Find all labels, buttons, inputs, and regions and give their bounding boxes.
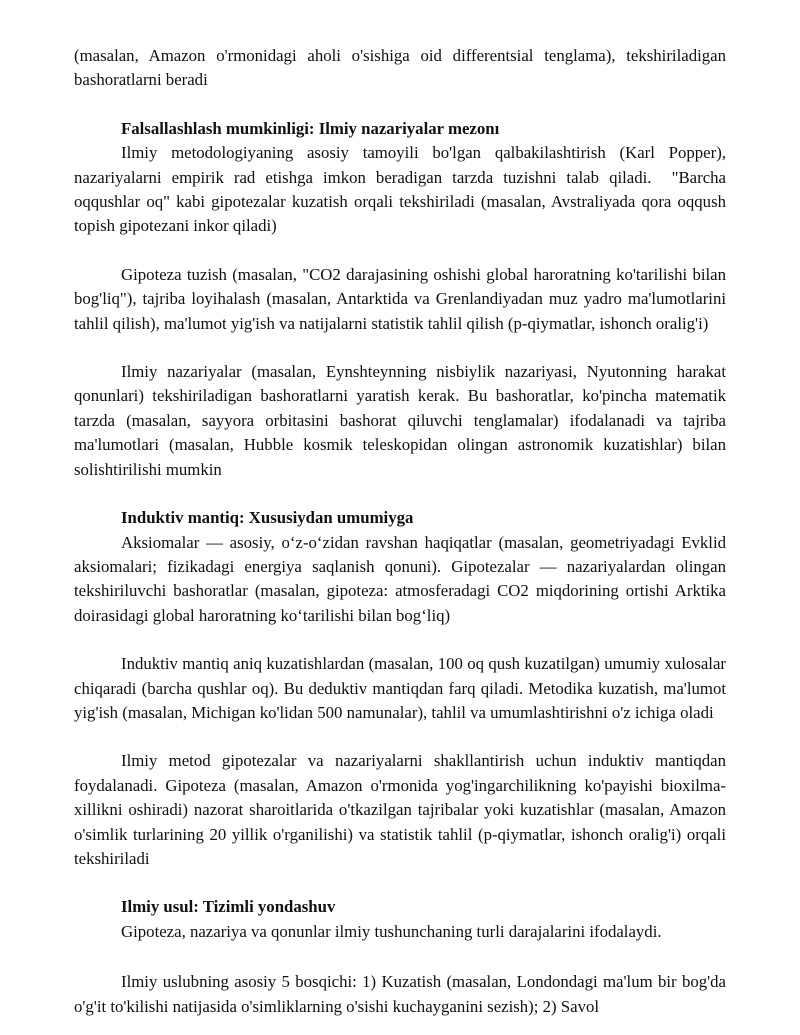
paragraph-method-1: Gipoteza, nazariya va qonunlar ilmiy tushunchaning turli darajalarini ifodalaydi. [121, 921, 662, 941]
section-heading-scientific-method: Ilmiy usul: Tizimli yondashuv [121, 897, 336, 917]
section-heading-falsifiability: Falsallashlash mumkinligi: Ilmiy nazariyalar mezonı [121, 118, 500, 138]
intro-tail-paragraph: (masalan, Amazon o'rmonidagi aholi o'sishiga oid differentsial tenglama), tekshiriladigan bashoratlarni beradi [74, 46, 726, 90]
paragraph-falsifiability-2: Gipoteza tuzish (masalan, "CO2 darajasining oshishi global haroratning ko'tarilishi bilan bog'liq"), tajriba loyihalash (masalan, Antarktida va Grenlandiyadan muz yadro ma'lumotlarini tahlil qilish), ma'lumot yig'ish va natijalarni statistik tahlil qilish (p-qiymatlar, ishonch oralig'i) [74, 264, 726, 333]
paragraph-falsifiability-3: Ilmiy nazariyalar (masalan, Eynshteynning nisbiylik nazariyasi, Nyutonning harakat qonunlari) tekshiriladigan bashoratlarni yaratish kerak. Bu bashoratlar, ko'pincha matematik tarzda (masalan, sayyora orbitasini bashorat qiluvchi tenglamalar) ifodalanadi va tajriba ma'lumotlari (masalan, Hubble kosmik teleskopidan olingan astronomik kuzatishlar) bilan solishtirilishi mumkin [74, 362, 726, 479]
paragraph-method-2: Ilmiy uslubning asosiy 5 bosqichi: 1) Kuzatish (masalan, Londondagi ma'lum bir bog'da o'g'it to'kilishi natijasida o'simliklarning o'sishi kuchayganini sezish); 2) Savol [74, 972, 726, 1016]
paragraph-inductive-3: Ilmiy metod gipotezalar va nazariyalarni shakllantirish uchun induktiv mantiqdan foydalanadi. Gipoteza (masalan, Amazon o'rmonida yog'ingarchilikning ko'payishi bioxilma-xillikni oshiradi) nazorat sharoitlarida o'tkazilgan tajribalar yoki kuzatishlar (masalan, Amazon o'simlik turlarining 20 yillik o'rganilishi) va statistik tahlil (p-qiymatlar, ishonch oralig'i) orqali tekshiriladi [74, 751, 726, 868]
paragraph-inductive-1: Aksiomalar — asosiy, o‘z-o‘zidan ravshan haqiqatlar (masalan, geometriyadagi Evklid aksiomalari; fizikadagi energiya saqlanish qonuni). Gipotezalar — nazariyalardan olingan tekshiriluvchi bashoratlar (masalan, gipoteza: atmosferadagi CO2 miqdorining ortishi Arktika doirasidagi global haroratning ko‘tarilishi bilan bog‘liq) [74, 532, 726, 625]
section-heading-inductive-logic: Induktiv mantiq: Xususiydan umumiyga [121, 508, 414, 528]
paragraph-inductive-2: Induktiv mantiq aniq kuzatishlardan (masalan, 100 oq qush kuzatilgan) umumiy xulosalar chiqaradi (barcha qushlar oq). Bu deduktiv mantiqdan farq qiladi. Metodika kuzatish, ma'lumot yig'ish (masalan, Michigan ko'lidan 500 namunalar), tahlil va umumlashtirishni o'z ichiga oladi [74, 654, 726, 722]
paragraph-falsifiability-1: Ilmiy metodologiyaning asosiy tamoyili bo'lgan qalbakilashtirish (Karl Popper), nazariyalarni empirik rad etishga imkon beradigan tarzda tuzishni talab qiladi. "Barcha oqqushlar oq" kabi gipotezalar kuzatish orqali tekshiriladi (masalan, Avstraliyada qora oqqush topish gipotezani inkor qiladi) [74, 143, 726, 236]
document-page [74, 44, 726, 1019]
